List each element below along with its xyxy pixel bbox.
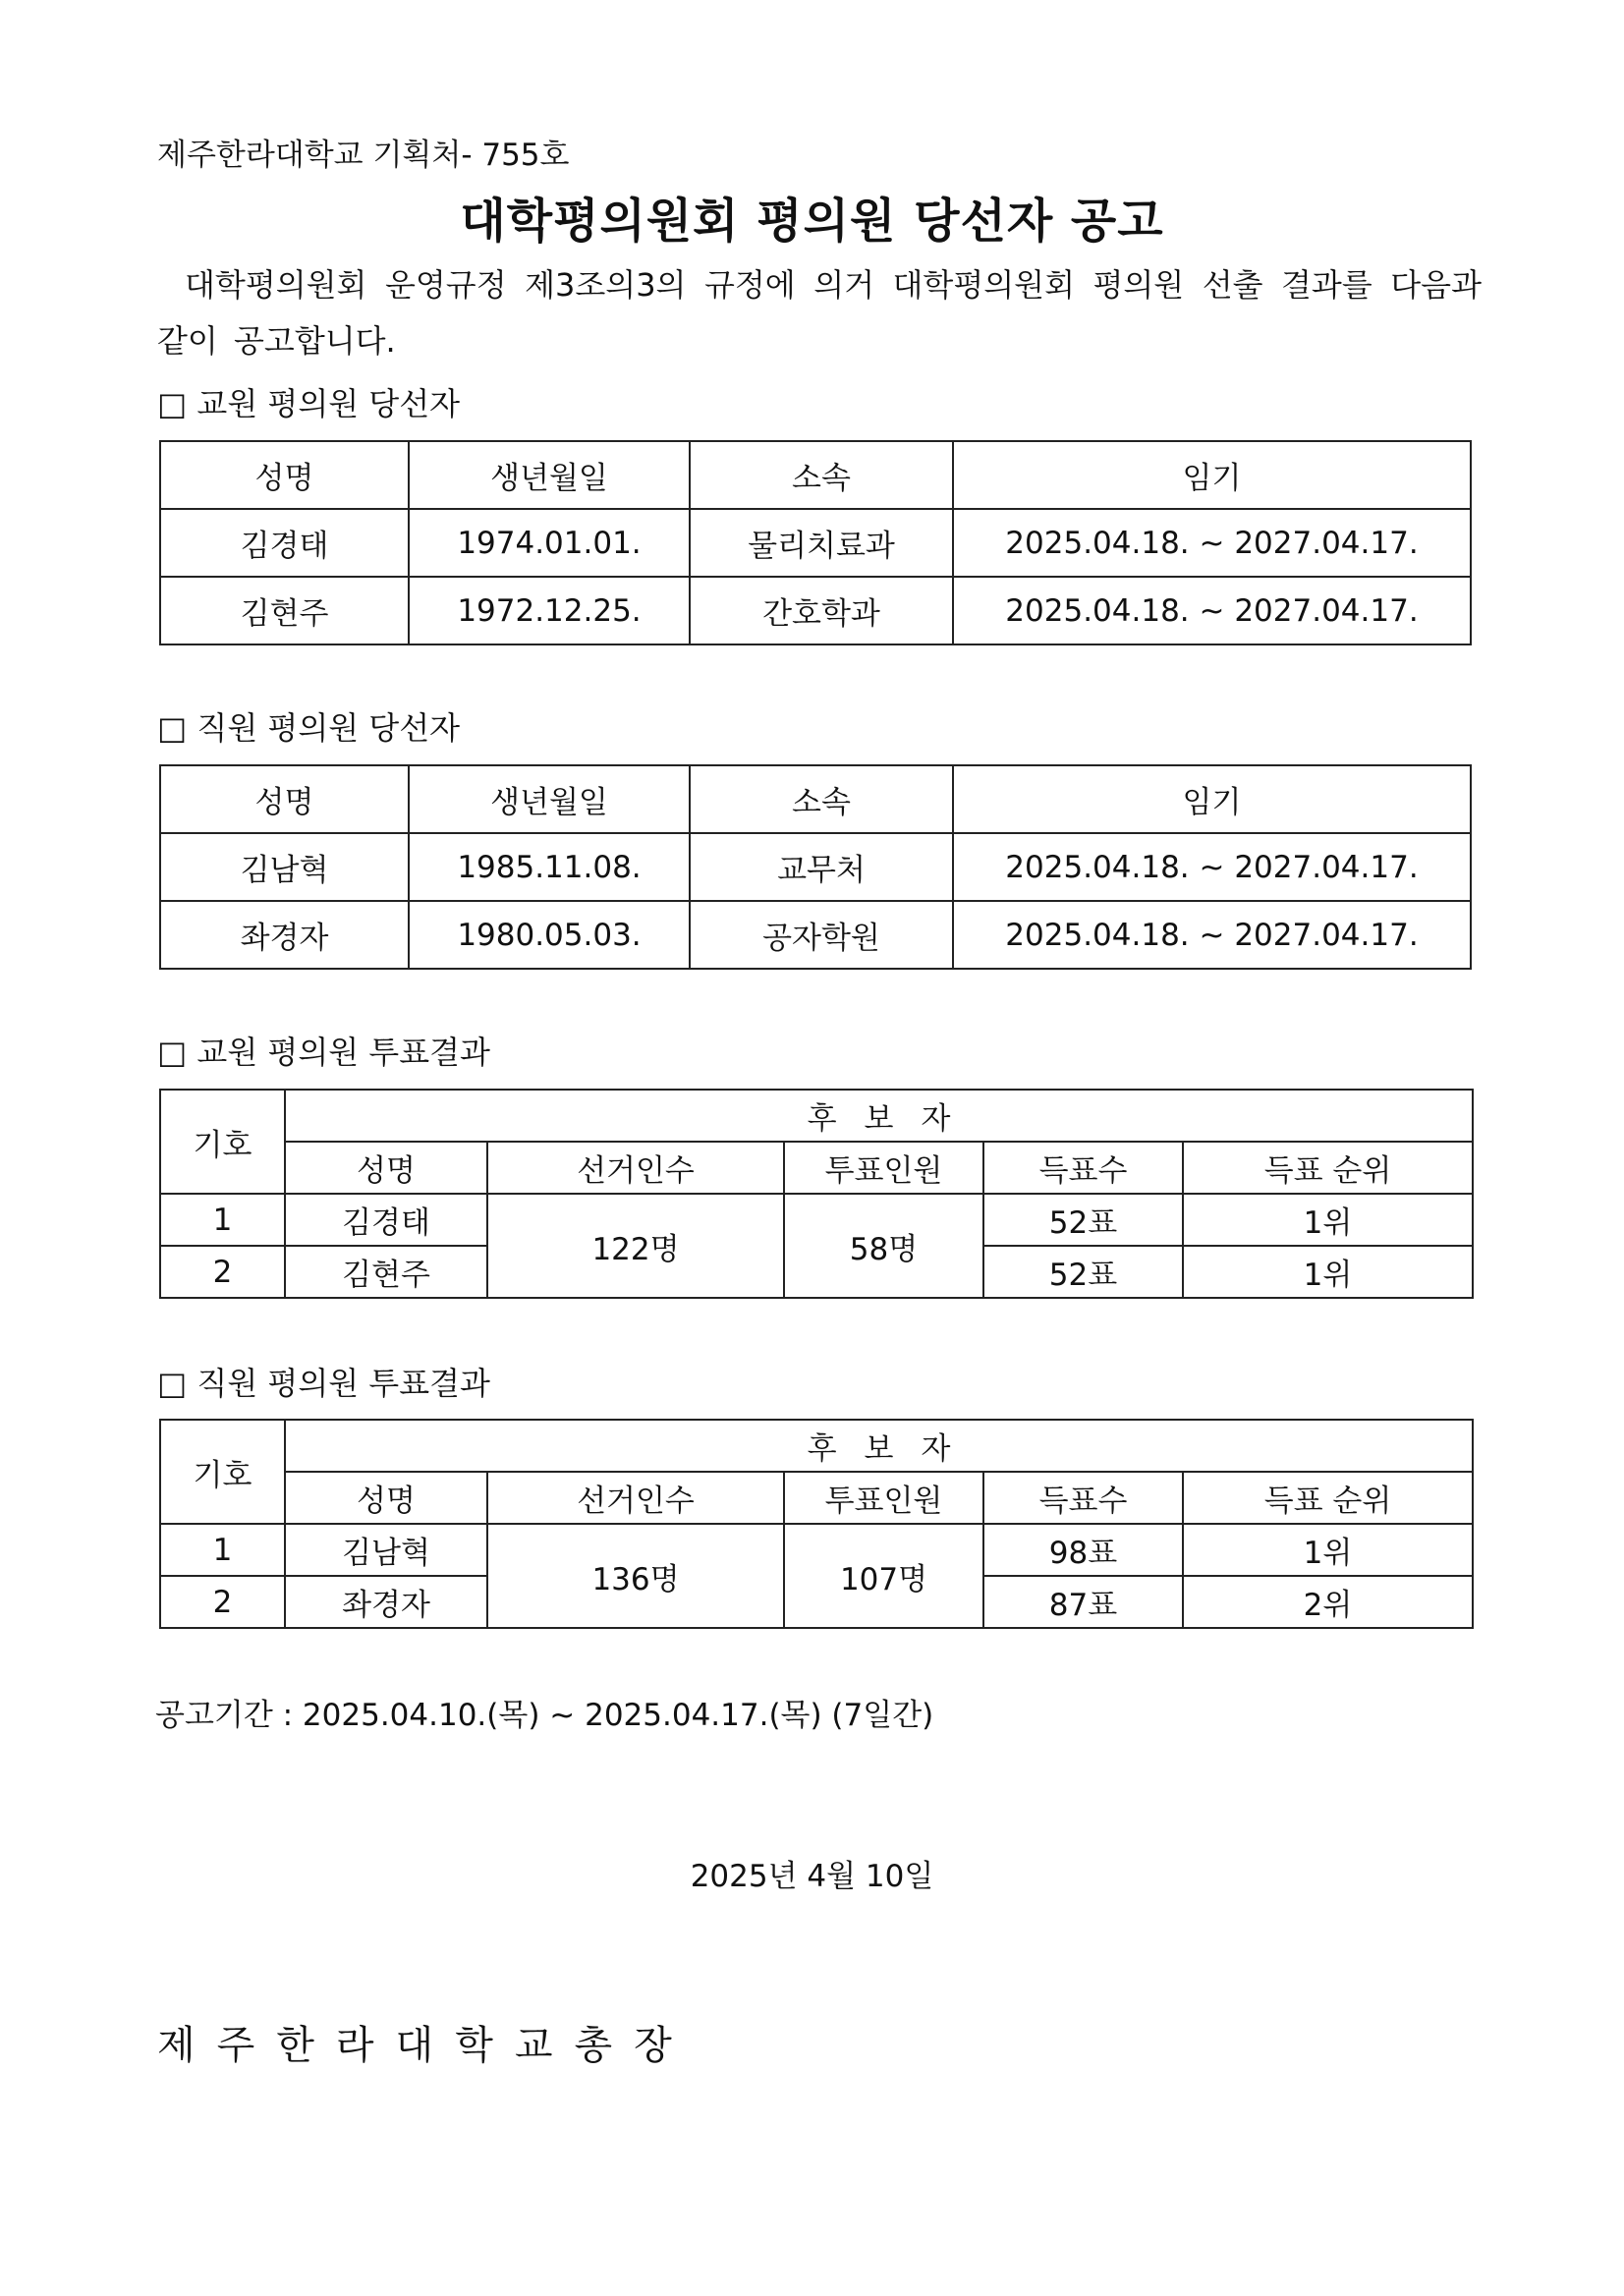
name-cell: 김현주 — [160, 577, 409, 644]
birthdate-cell: 1980.05.03. — [409, 901, 690, 969]
column-header: 소속 — [690, 765, 953, 833]
number-header: 기호 — [160, 1420, 285, 1524]
column-header: 성명 — [160, 765, 409, 833]
document-number: 제주한라대학교 기획처- 755호 — [157, 138, 570, 173]
term-cell: 2025.04.18. ~ 2027.04.17. — [953, 577, 1471, 644]
column-header: 득표 순위 — [1183, 1472, 1473, 1524]
faculty-vote-table — [159, 1089, 1474, 1299]
name-cell: 김현주 — [285, 1246, 487, 1298]
column-header: 투표인원 — [784, 1472, 983, 1524]
column-header: 선거인수 — [487, 1472, 784, 1524]
staff-elected-heading: □ 직원 평의원 당선자 — [157, 709, 461, 747]
table-row — [160, 509, 1471, 577]
votes-cell: 98표 — [983, 1524, 1183, 1576]
number-header: 기호 — [160, 1090, 285, 1194]
name-cell: 좌경자 — [285, 1576, 487, 1628]
number-cell: 1 — [160, 1524, 285, 1576]
faculty-elected-table — [159, 440, 1472, 645]
column-header: 선거인수 — [487, 1142, 784, 1194]
notice-period: 공고기간 : 2025.04.10.(목) ~ 2025.04.17.(목) (7일간) — [155, 1698, 934, 1733]
staff-vote-table — [159, 1419, 1474, 1629]
birthdate-cell: 1985.11.08. — [409, 833, 690, 901]
column-header: 성명 — [160, 441, 409, 509]
column-header: 득표수 — [983, 1472, 1183, 1524]
electors-cell: 122명 — [487, 1194, 784, 1298]
department-cell: 간호학과 — [690, 577, 953, 644]
intro-paragraph — [157, 257, 1482, 369]
staff-vote-heading: □ 직원 평의원 투표결과 — [157, 1365, 490, 1402]
column-header: 성명 — [285, 1142, 487, 1194]
signer: 제주한라대학교총장 — [157, 2023, 694, 2068]
term-cell: 2025.04.18. ~ 2027.04.17. — [953, 509, 1471, 577]
birthdate-cell: 1974.01.01. — [409, 509, 690, 577]
faculty-vote-heading: □ 교원 평의원 투표결과 — [157, 1034, 490, 1071]
number-cell: 2 — [160, 1576, 285, 1628]
table-header-row — [160, 1142, 1473, 1194]
column-header: 소속 — [690, 441, 953, 509]
column-header: 성명 — [285, 1472, 487, 1524]
voters-cell: 58명 — [784, 1194, 983, 1298]
column-header: 임기 — [953, 441, 1471, 509]
votes-cell: 52표 — [983, 1194, 1183, 1246]
name-cell: 김남혁 — [160, 833, 409, 901]
intro-text: 대학평의원회 운영규정 제3조의3의 규정에 의거 대학평의원회 평의원 선출 결과를 다음과 같이 공고합니다. — [157, 266, 1482, 360]
table-row — [160, 901, 1471, 969]
name-cell: 김경태 — [285, 1194, 487, 1246]
votes-cell: 52표 — [983, 1246, 1183, 1298]
department-cell: 공자학원 — [690, 901, 953, 969]
candidates-group-header: 후보자 — [285, 1090, 1473, 1142]
name-cell: 김남혁 — [285, 1524, 487, 1576]
column-header: 생년월일 — [409, 765, 690, 833]
votes-cell: 87표 — [983, 1576, 1183, 1628]
department-cell: 교무처 — [690, 833, 953, 901]
table-row — [160, 1524, 1473, 1576]
table-header-row — [160, 441, 1471, 509]
column-header: 생년월일 — [409, 441, 690, 509]
table-row — [160, 577, 1471, 644]
name-cell: 좌경자 — [160, 901, 409, 969]
column-header: 투표인원 — [784, 1142, 983, 1194]
table-row — [160, 1194, 1473, 1246]
column-header: 임기 — [953, 765, 1471, 833]
table-row — [160, 833, 1471, 901]
department-cell: 물리치료과 — [690, 509, 953, 577]
column-header: 득표 순위 — [1183, 1142, 1473, 1194]
notice-date: 2025년 4월 10일 — [690, 1859, 934, 1894]
number-cell: 2 — [160, 1246, 285, 1298]
term-cell: 2025.04.18. ~ 2027.04.17. — [953, 901, 1471, 969]
table-header-row — [160, 1472, 1473, 1524]
electors-cell: 136명 — [487, 1524, 784, 1628]
number-cell: 1 — [160, 1194, 285, 1246]
term-cell: 2025.04.18. ~ 2027.04.17. — [953, 833, 1471, 901]
rank-cell: 1위 — [1183, 1194, 1473, 1246]
table-header-row — [160, 765, 1471, 833]
column-header: 득표수 — [983, 1142, 1183, 1194]
faculty-elected-heading: □ 교원 평의원 당선자 — [157, 385, 461, 422]
page-title: 대학평의원회 평의원 당선자 공고 — [460, 194, 1164, 249]
rank-cell: 1위 — [1183, 1246, 1473, 1298]
rank-cell: 2위 — [1183, 1576, 1473, 1628]
staff-elected-table — [159, 764, 1472, 970]
candidates-group-header: 후보자 — [285, 1420, 1473, 1472]
birthdate-cell: 1972.12.25. — [409, 577, 690, 644]
rank-cell: 1위 — [1183, 1524, 1473, 1576]
name-cell: 김경태 — [160, 509, 409, 577]
voters-cell: 107명 — [784, 1524, 983, 1628]
